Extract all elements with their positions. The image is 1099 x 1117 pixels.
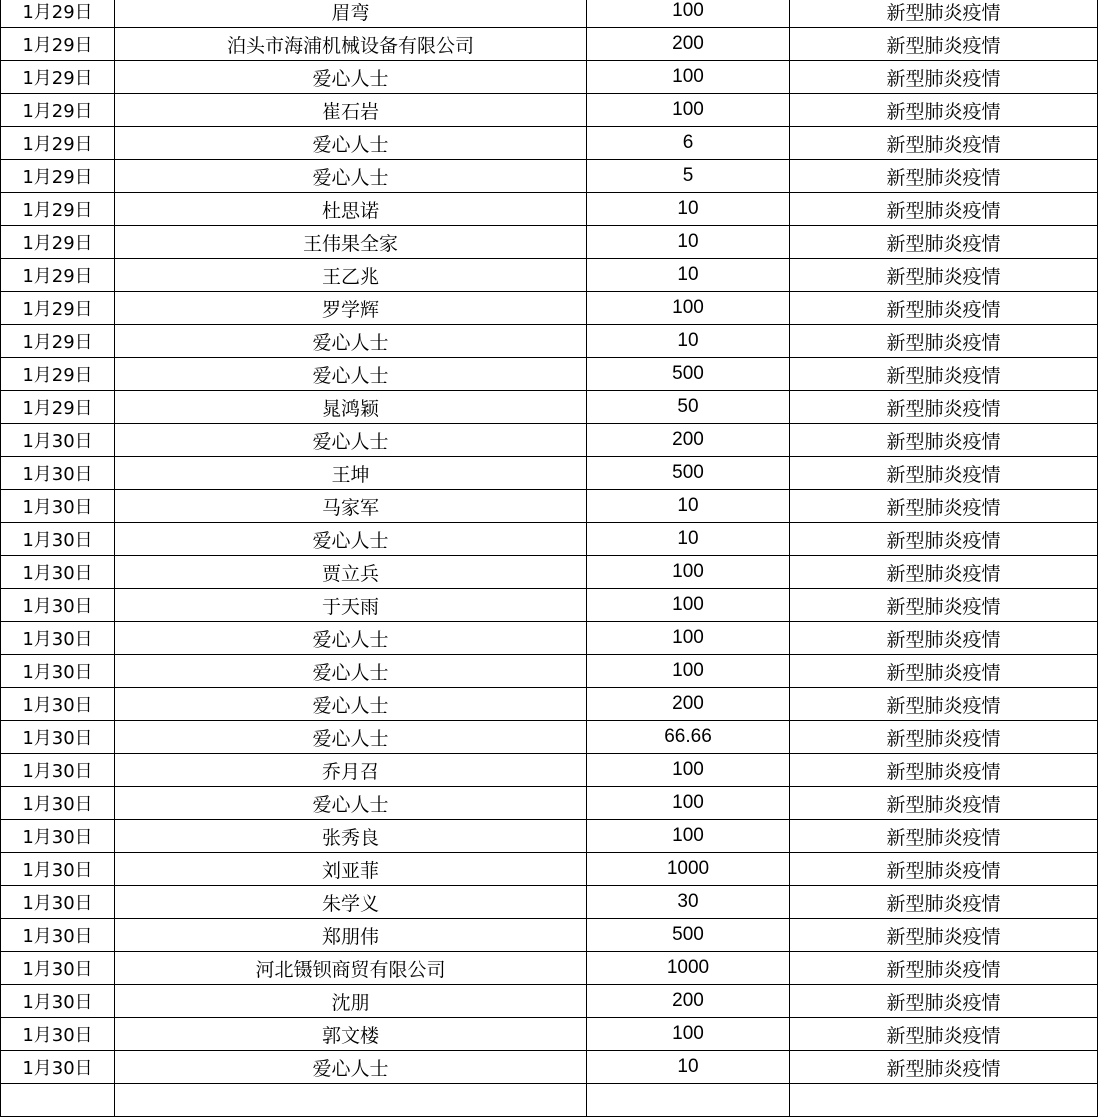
- amount-cell: 500: [587, 358, 790, 391]
- date-cell: 1月29日: [1, 193, 115, 226]
- amount-cell: 100: [587, 556, 790, 589]
- date-cell: 1月30日: [1, 688, 115, 721]
- purpose-cell: 新型肺炎疫情: [790, 1018, 1098, 1051]
- date-cell: 1月29日: [1, 358, 115, 391]
- table-row: [1, 556, 1098, 589]
- donor-name-cell: 爱心人士: [115, 787, 587, 820]
- date-cell: 1月30日: [1, 820, 115, 853]
- purpose-cell: 新型肺炎疫情: [790, 886, 1098, 919]
- date-cell: 1月30日: [1, 952, 115, 985]
- amount-cell: [587, 1084, 790, 1117]
- table-row: [1, 457, 1098, 490]
- purpose-cell: 新型肺炎疫情: [790, 523, 1098, 556]
- purpose-cell: 新型肺炎疫情: [790, 688, 1098, 721]
- amount-cell: 100: [587, 292, 790, 325]
- date-cell: 1月30日: [1, 919, 115, 952]
- purpose-cell: 新型肺炎疫情: [790, 556, 1098, 589]
- table-row: [1, 127, 1098, 160]
- table-row: [1, 424, 1098, 457]
- amount-cell: 10: [587, 1051, 790, 1084]
- table-row: [1, 160, 1098, 193]
- table-row: [1, 754, 1098, 787]
- donor-name-cell: 爱心人士: [115, 688, 587, 721]
- purpose-cell: 新型肺炎疫情: [790, 193, 1098, 226]
- donor-name-cell: 泊头市海浦机械设备有限公司: [115, 28, 587, 61]
- amount-cell: 200: [587, 28, 790, 61]
- date-cell: 1月30日: [1, 523, 115, 556]
- purpose-cell: 新型肺炎疫情: [790, 622, 1098, 655]
- amount-cell: 10: [587, 193, 790, 226]
- date-cell: 1月30日: [1, 424, 115, 457]
- table-row: [1, 193, 1098, 226]
- amount-cell: 66.66: [587, 721, 790, 754]
- donor-name-cell: 沈朋: [115, 985, 587, 1018]
- amount-cell: 100: [587, 589, 790, 622]
- purpose-cell: 新型肺炎疫情: [790, 160, 1098, 193]
- donor-name-cell: 王伟果全家: [115, 226, 587, 259]
- date-cell: 1月30日: [1, 787, 115, 820]
- donor-name-cell: 河北镊钡商贸有限公司: [115, 952, 587, 985]
- table-row: [1, 919, 1098, 952]
- date-cell: 1月30日: [1, 886, 115, 919]
- donor-name-cell: 爱心人士: [115, 622, 587, 655]
- table-row: [1, 523, 1098, 556]
- table-row: [1, 721, 1098, 754]
- date-cell: 1月30日: [1, 556, 115, 589]
- date-cell: 1月30日: [1, 457, 115, 490]
- table-row: [1, 1018, 1098, 1051]
- date-cell: 1月29日: [1, 94, 115, 127]
- donor-name-cell: 朱学义: [115, 886, 587, 919]
- table-row: [1, 28, 1098, 61]
- table-row: [1, 886, 1098, 919]
- purpose-cell: 新型肺炎疫情: [790, 391, 1098, 424]
- purpose-cell: [790, 1084, 1098, 1117]
- table-row: [1, 952, 1098, 985]
- donor-name-cell: 王坤: [115, 457, 587, 490]
- purpose-cell: 新型肺炎疫情: [790, 28, 1098, 61]
- date-cell: 1月30日: [1, 622, 115, 655]
- table-row: [1, 655, 1098, 688]
- purpose-cell: 新型肺炎疫情: [790, 226, 1098, 259]
- donor-name-cell: 爱心人士: [115, 358, 587, 391]
- donor-name-cell: 罗学辉: [115, 292, 587, 325]
- purpose-cell: 新型肺炎疫情: [790, 952, 1098, 985]
- donor-name-cell: 爱心人士: [115, 127, 587, 160]
- date-cell: 1月30日: [1, 754, 115, 787]
- amount-cell: 100: [587, 820, 790, 853]
- donation-table-body: [1, 0, 1098, 1117]
- table-row: [1, 1084, 1098, 1117]
- purpose-cell: 新型肺炎疫情: [790, 490, 1098, 523]
- purpose-cell: 新型肺炎疫情: [790, 358, 1098, 391]
- purpose-cell: 新型肺炎疫情: [790, 259, 1098, 292]
- table-row: [1, 622, 1098, 655]
- amount-cell: 200: [587, 688, 790, 721]
- amount-cell: 1000: [587, 952, 790, 985]
- table-row: [1, 985, 1098, 1018]
- donor-name-cell: 张秀良: [115, 820, 587, 853]
- amount-cell: 10: [587, 325, 790, 358]
- date-cell: 1月29日: [1, 259, 115, 292]
- purpose-cell: 新型肺炎疫情: [790, 589, 1098, 622]
- donor-name-cell: 郑朋伟: [115, 919, 587, 952]
- donor-name-cell: 眉弯: [115, 0, 587, 28]
- amount-cell: 200: [587, 985, 790, 1018]
- amount-cell: 5: [587, 160, 790, 193]
- table-row: [1, 94, 1098, 127]
- date-cell: 1月29日: [1, 127, 115, 160]
- donor-name-cell: 爱心人士: [115, 523, 587, 556]
- date-cell: 1月29日: [1, 28, 115, 61]
- amount-cell: 100: [587, 1018, 790, 1051]
- purpose-cell: 新型肺炎疫情: [790, 655, 1098, 688]
- date-cell: 1月29日: [1, 292, 115, 325]
- donor-name-cell: 晁鸿颖: [115, 391, 587, 424]
- table-row: [1, 589, 1098, 622]
- donor-name-cell: 贾立兵: [115, 556, 587, 589]
- purpose-cell: 新型肺炎疫情: [790, 787, 1098, 820]
- date-cell: 1月30日: [1, 853, 115, 886]
- purpose-cell: 新型肺炎疫情: [790, 0, 1098, 28]
- amount-cell: 200: [587, 424, 790, 457]
- purpose-cell: 新型肺炎疫情: [790, 424, 1098, 457]
- date-cell: 1月29日: [1, 61, 115, 94]
- purpose-cell: 新型肺炎疫情: [790, 721, 1098, 754]
- donor-name-cell: 爱心人士: [115, 424, 587, 457]
- donor-name-cell: 于天雨: [115, 589, 587, 622]
- date-cell: 1月29日: [1, 226, 115, 259]
- table-row: [1, 226, 1098, 259]
- donor-name-cell: 爱心人士: [115, 1051, 587, 1084]
- table-row: [1, 787, 1098, 820]
- date-cell: 1月30日: [1, 721, 115, 754]
- table-row: [1, 1051, 1098, 1084]
- purpose-cell: 新型肺炎疫情: [790, 127, 1098, 160]
- purpose-cell: 新型肺炎疫情: [790, 1051, 1098, 1084]
- amount-cell: 30: [587, 886, 790, 919]
- purpose-cell: 新型肺炎疫情: [790, 853, 1098, 886]
- amount-cell: 500: [587, 457, 790, 490]
- donor-name-cell: 爱心人士: [115, 160, 587, 193]
- purpose-cell: 新型肺炎疫情: [790, 61, 1098, 94]
- amount-cell: 100: [587, 61, 790, 94]
- donor-name-cell: 爱心人士: [115, 721, 587, 754]
- date-cell: 1月29日: [1, 160, 115, 193]
- date-cell: 1月29日: [1, 325, 115, 358]
- table-row: [1, 61, 1098, 94]
- purpose-cell: 新型肺炎疫情: [790, 985, 1098, 1018]
- date-cell: 1月30日: [1, 1018, 115, 1051]
- amount-cell: 100: [587, 622, 790, 655]
- amount-cell: 6: [587, 127, 790, 160]
- amount-cell: 1000: [587, 853, 790, 886]
- table-row: [1, 0, 1098, 28]
- purpose-cell: 新型肺炎疫情: [790, 94, 1098, 127]
- table-row: [1, 688, 1098, 721]
- date-cell: 1月30日: [1, 985, 115, 1018]
- purpose-cell: 新型肺炎疫情: [790, 919, 1098, 952]
- purpose-cell: 新型肺炎疫情: [790, 457, 1098, 490]
- date-cell: 1月30日: [1, 490, 115, 523]
- date-cell: 1月30日: [1, 589, 115, 622]
- donor-name-cell: 马家军: [115, 490, 587, 523]
- table-row: [1, 853, 1098, 886]
- donor-name-cell: 郭文楼: [115, 1018, 587, 1051]
- table-row: [1, 391, 1098, 424]
- date-cell: [1, 1084, 115, 1117]
- amount-cell: 10: [587, 490, 790, 523]
- donor-name-cell: 崔石岩: [115, 94, 587, 127]
- donor-name-cell: 王乙兆: [115, 259, 587, 292]
- amount-cell: 100: [587, 94, 790, 127]
- amount-cell: 100: [587, 655, 790, 688]
- donor-name-cell: 爱心人士: [115, 325, 587, 358]
- date-cell: 1月29日: [1, 391, 115, 424]
- amount-cell: 50: [587, 391, 790, 424]
- donor-name-cell: 杜思诺: [115, 193, 587, 226]
- donor-name-cell: 爱心人士: [115, 655, 587, 688]
- date-cell: 1月29日: [1, 0, 115, 28]
- amount-cell: 100: [587, 787, 790, 820]
- purpose-cell: 新型肺炎疫情: [790, 325, 1098, 358]
- purpose-cell: 新型肺炎疫情: [790, 820, 1098, 853]
- amount-cell: 500: [587, 919, 790, 952]
- table-row: [1, 490, 1098, 523]
- donor-name-cell: [115, 1084, 587, 1117]
- table-row: [1, 292, 1098, 325]
- table-row: [1, 358, 1098, 391]
- donor-name-cell: 乔月召: [115, 754, 587, 787]
- amount-cell: 10: [587, 259, 790, 292]
- purpose-cell: 新型肺炎疫情: [790, 754, 1098, 787]
- purpose-cell: 新型肺炎疫情: [790, 292, 1098, 325]
- table-row: [1, 259, 1098, 292]
- amount-cell: 100: [587, 0, 790, 28]
- table-row: [1, 325, 1098, 358]
- date-cell: 1月30日: [1, 655, 115, 688]
- amount-cell: 10: [587, 226, 790, 259]
- donor-name-cell: 爱心人士: [115, 61, 587, 94]
- amount-cell: 100: [587, 754, 790, 787]
- table-row: [1, 820, 1098, 853]
- donor-name-cell: 刘亚菲: [115, 853, 587, 886]
- date-cell: 1月30日: [1, 1051, 115, 1084]
- amount-cell: 10: [587, 523, 790, 556]
